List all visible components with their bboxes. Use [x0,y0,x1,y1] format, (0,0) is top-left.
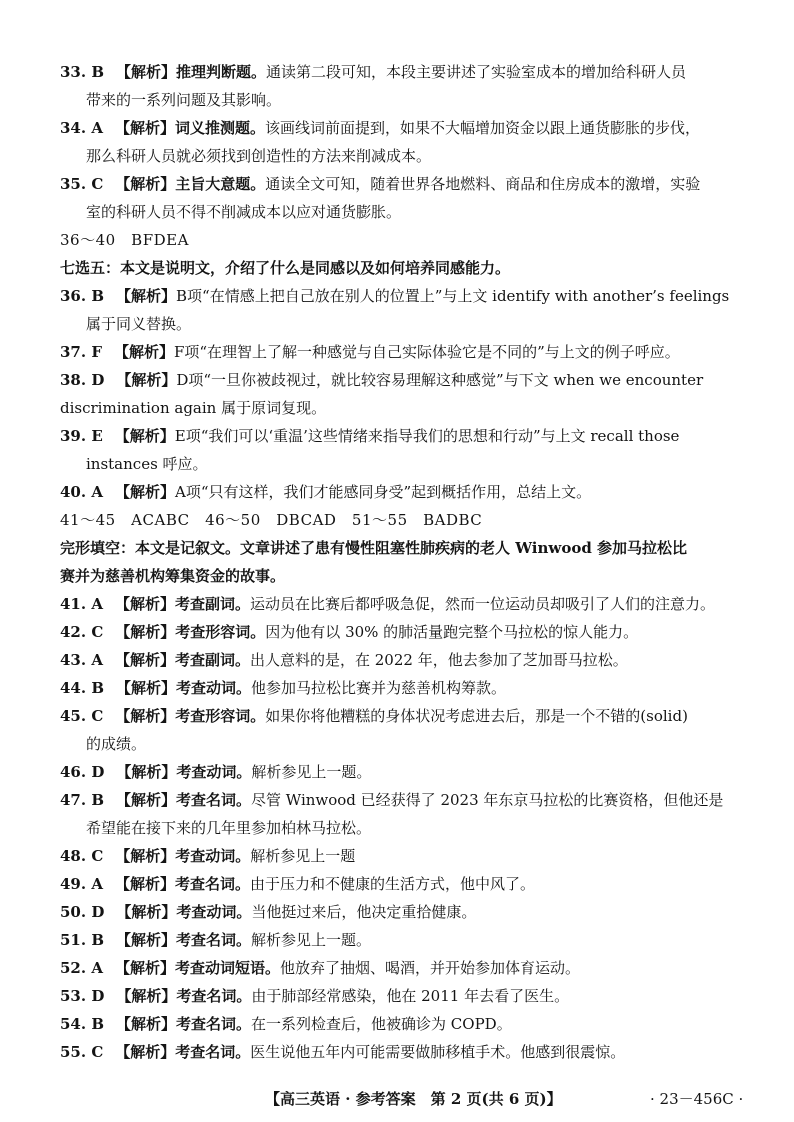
explanation-line: 的成绩。 [86,735,147,753]
explanation-line: 他参加马拉松比赛并为慈善机构筹款。 [251,679,507,697]
analysis-tag: 【解析】 [115,175,176,193]
analysis-tag: 【解析】 [114,119,175,137]
explanation-line: instances 呼应。 [86,455,208,473]
question-number: 40. A [60,483,103,501]
analysis-tag: 【解析】 [114,595,175,613]
answer-key-36-40: 36～40 BFDEA [60,231,189,249]
analysis-tag: 【解析】 [113,343,174,361]
explanation-line: 解析参见上一题。 [251,763,372,781]
page-footer-code: · 23－456C · [650,1090,744,1108]
analysis-tag: 【解析】 [116,931,177,949]
explanation-line: 解析参见上一题 [250,847,356,865]
question-type: 考查动词。 [175,847,251,865]
answer-key-41-55: 41～45 ACABC 46～50 DBCAD 51～55 BADBC [60,511,483,529]
answer-entry-53 [60,982,740,1010]
analysis-tag: 【解析】 [114,875,175,893]
explanation-line: 通读全文可知，随着世界各地燃料、商品和住房成本的激增，实验 [265,175,701,193]
question-number: 50. D [60,903,105,921]
answer-entry-46 [60,758,740,786]
answer-entry-40 [60,478,740,506]
analysis-tag: 【解析】 [114,483,175,501]
question-type: 考查副词。 [174,595,250,613]
explanation-line: 该画线词前面提到，如果不大幅增加资金以跟上通货膨胀的步伐， [265,119,701,137]
explanation-line: 解析参见上一题。 [251,931,372,949]
analysis-tag: 【解析】 [115,847,176,865]
answer-entry-44 [60,674,740,702]
question-number: 42. C [60,623,104,641]
question-number: 34. A [60,119,103,137]
answer-entry-48 [60,842,740,870]
question-type: 考查名词。 [176,987,252,1005]
answer-entry-34 [60,114,740,170]
answer-entry-47 [60,786,740,842]
analysis-tag: 【解析】 [116,903,177,921]
explanation-line: discrimination again 属于原词复现。 [60,399,327,417]
answer-entry-35 [60,170,740,226]
section-heading-line: 完形填空：本文是记叙文。文章讲述了患有慢性阻塞性肺疾病的老人 Winwood 参加马拉松比 [60,539,688,557]
answer-entry-33 [60,58,740,114]
question-number: 38. D [60,371,105,389]
question-type: 考查形容词。 [175,623,266,641]
explanation-line: E项“我们可以‘重温’这些情绪来指导我们的思想和行动”与上文 recall those [174,427,680,445]
question-type: 考查名词。 [176,1015,252,1033]
explanation-line: 室的科研人员不得不削减成本以应对通货膨胀。 [86,203,402,221]
answer-entry-41 [60,590,740,618]
question-number: 54. B [60,1015,104,1033]
question-type: 推理判断题。 [176,63,267,81]
explanation-line: 希望能在接下来的几年里参加柏林马拉松。 [86,819,372,837]
analysis-tag: 【解析】 [115,1043,176,1061]
analysis-tag: 【解析】 [116,791,177,809]
analysis-tag: 【解析】 [116,63,177,81]
analysis-tag: 【解析】 [116,987,177,1005]
question-number: 52. A [60,959,103,977]
question-type: 考查名词。 [174,875,250,893]
question-number: 44. B [60,679,104,697]
explanation-line: 通读第二段可知，本段主要讲述了实验室成本的增加给科研人员 [266,63,687,81]
analysis-tag: 【解析】 [115,623,176,641]
question-number: 46. D [60,763,105,781]
section-heading-line: 赛并为慈善机构筹集资金的故事。 [60,567,286,585]
analysis-tag: 【解析】 [116,371,177,389]
question-type: 考查副词。 [174,651,250,669]
answer-entry-42 [60,618,740,646]
question-number: 53. D [60,987,105,1005]
section-heading-7: 七选五：本文是说明文，介绍了什么是同感以及如何培养同感能力。 [60,259,511,277]
explanation-line: B项“在情感上把自己放在别人的位置上”与上文 identify with another’s feelings [176,287,730,305]
answer-entry-37 [60,338,740,366]
question-number: 45. C [60,707,104,725]
question-type: 考查动词。 [176,903,252,921]
question-number: 43. A [60,651,103,669]
explanation-line: 在一系列检查后，他被确诊为 COPD。 [251,1015,512,1033]
answer-entry-36 [60,282,740,338]
answer-entry-50 [60,898,740,926]
answer-entry-45 [60,702,740,758]
analysis-tag: 【解析】 [115,707,176,725]
question-number: 48. C [60,847,104,865]
question-number: 39. E [60,427,103,445]
answer-entry-51 [60,926,740,954]
analysis-tag: 【解析】 [116,287,177,305]
question-number: 51. B [60,931,104,949]
explanation-line: 医生说他五年内可能需要做肺移植手术。他感到很震惊。 [250,1043,626,1061]
question-type: 词义推测题。 [174,119,265,137]
explanation-line: 带来的一系列问题及其影响。 [86,91,282,109]
answer-entry-54 [60,1010,740,1038]
answer-entry-52 [60,954,740,982]
question-type: 考查名词。 [176,791,252,809]
question-number: 55. C [60,1043,104,1061]
explanation-line: D项“一旦你被歧视过，就比较容易理解这种感觉”与下文 when we encounter [176,371,704,389]
question-number: 36. B [60,287,104,305]
explanation-line: 运动员在比赛后都呼吸急促，然而一位运动员却吸引了人们的注意力。 [250,595,716,613]
answer-entry-38 [60,366,740,422]
question-number: 41. A [60,595,103,613]
question-type: 主旨大意题。 [175,175,266,193]
question-number: 47. B [60,791,104,809]
answer-entry-55 [60,1038,740,1066]
question-number: 35. C [60,175,104,193]
question-type: 考查动词。 [176,763,252,781]
explanation-line: 如果你将他糟糕的身体状况考虑进去后，那是一个不错的(solid) [265,707,688,725]
explanation-line: 因为他有以 30% 的肺活量跑完整个马拉松的惊人能力。 [265,623,639,641]
explanation-line: A项“只有这样，我们才能感同身受”起到概括作用，总结上文。 [174,483,592,501]
question-number: 33. B [60,63,104,81]
question-type: 考查动词短语。 [174,959,280,977]
analysis-tag: 【解析】 [116,679,177,697]
explanation-line: 他放弃了抽烟、喝酒，并开始参加体育运动。 [280,959,581,977]
question-number: 49. A [60,875,103,893]
question-type: 考查名词。 [176,931,252,949]
question-number: 37. F [60,343,102,361]
question-type: 考查动词。 [176,679,252,697]
answer-entry-49 [60,870,740,898]
page-footer-title: 【高三英语 · 参考答案 第 2 页(共 6 页)】 [265,1090,562,1108]
analysis-tag: 【解析】 [114,959,175,977]
explanation-line: 那么科研人员就必须找到创造性的方法来削减成本。 [86,147,432,165]
question-type: 考查名词。 [175,1043,251,1061]
explanation-line: 尽管 Winwood 已经获得了 2023 年东京马拉松的比赛资格，但他还是 [251,791,724,809]
answer-entry-39 [60,422,740,478]
explanation-line: 出人意料的是，在 2022 年，他去参加了芝加哥马拉松。 [250,651,628,669]
explanation-line: 由于压力和不健康的生活方式，他中风了。 [250,875,536,893]
explanation-line: 由于肺部经常感染，他在 2011 年去看了医生。 [251,987,570,1005]
explanation-line: F项“在理智上了解一种感觉与自己实际体验它是不同的”与上文的例子呼应。 [173,343,680,361]
explanation-line: 当他挺过来后，他决定重拾健康。 [251,903,477,921]
analysis-tag: 【解析】 [114,427,175,445]
analysis-tag: 【解析】 [114,651,175,669]
question-type: 考查形容词。 [175,707,266,725]
answer-entry-43 [60,646,740,674]
analysis-tag: 【解析】 [116,763,177,781]
explanation-line: 属于同义替换。 [86,315,192,333]
analysis-tag: 【解析】 [116,1015,177,1033]
section-heading-cloze [60,534,687,590]
